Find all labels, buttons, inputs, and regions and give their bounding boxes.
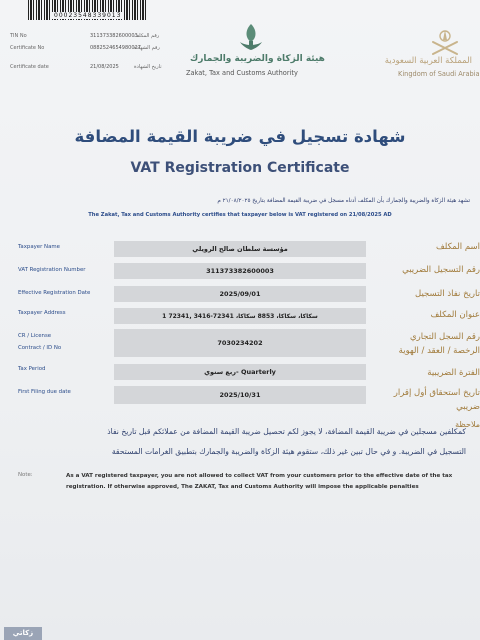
field-row-effective-date [0, 284, 480, 304]
kingdom-name-ar: المملكة العربية السعودية [384, 56, 472, 66]
field-row-cr-license [0, 329, 480, 359]
meta-tin [10, 33, 160, 39]
barcode-number: 00023548339013 [54, 12, 122, 19]
field-value: 7030234202 [114, 329, 366, 357]
meta-cert-date-label: Certificate date [10, 64, 49, 70]
field-value: 311373382600003 [114, 263, 366, 279]
field-label-en: VAT Registration Number [18, 267, 86, 273]
meta-cert-date [10, 64, 162, 70]
zatca-logo-icon [236, 22, 266, 56]
meta-tin-label: TIN No [10, 33, 27, 39]
meta-tin-label-ar: رقم المكلف [134, 33, 160, 39]
meta-cert-date-label-ar: تاريخ الشهادة [134, 64, 162, 70]
field-value: سكاكا، سكاكا، 8853 سكاكا، 72341-3416 ,72341 1 [114, 308, 366, 324]
field-label-ar: رقم التسجيل الضريبي [402, 265, 480, 275]
meta-cert-no-value: 0882524654980027 [90, 45, 141, 51]
field-row-address [0, 306, 480, 326]
field-value: ربع سنوي- Quarterly [114, 364, 366, 380]
title-ar: شهادة تسجيل في ضريبة القيمة المضافة [74, 127, 406, 146]
field-label-ar: عنوان المكلف [430, 310, 480, 320]
field-label-en: Tax Period [18, 366, 46, 372]
field-label-en-2: Contract / ID No [18, 345, 62, 351]
field-value: مؤسسة سلطان صالح الرويلي [114, 241, 366, 257]
field-label-ar: تاريخ استحقاق أول إقرار [393, 388, 480, 398]
meta-cert-date-value: 21/08/2025 [90, 64, 119, 70]
field-label-ar-2: الرخصة / العقد / الهوية [398, 346, 480, 356]
meta-tin-value: 311373382600003 [90, 33, 138, 39]
field-label-en: Taxpayer Name [18, 244, 60, 250]
barcode [28, 0, 146, 20]
title-en: VAT Registration Certificate [130, 160, 350, 176]
field-row-vat-number [0, 261, 480, 281]
note-label-ar: ملاحظة [455, 420, 480, 429]
field-value: 2025/09/01 [114, 286, 366, 302]
field-label-ar: اسم المكلف [435, 242, 480, 252]
field-label-ar: رقم السجل التجاري [409, 332, 480, 342]
footer-badge: زكاتي [4, 627, 42, 640]
note-en: As a VAT registered taxpayer, you are not allowed to collect VAT from your customers prior to the effective date of the tax registration. If otherwise approved, The ZAKAT, Tax and Customs Authority will impose the applicable penalties [66, 473, 453, 490]
field-label-ar: الفترة الضريبية [427, 368, 480, 378]
field-label-en: First Filing due date [18, 389, 71, 395]
field-row-taxpayer-name [0, 239, 480, 259]
field-label-ar: تاريخ نفاذ التسجيل [415, 289, 480, 299]
meta-cert-no-label-ar: رقم الشهادة [134, 45, 160, 51]
meta-cert-no-label: Certificate No [10, 45, 45, 51]
kingdom-name-en: Kingdom of Saudi Arabia [398, 70, 480, 78]
field-label-ar-2: ضريبي [456, 402, 480, 412]
authority-name-ar: هيئة الزكاة والضريبة والجمارك [190, 54, 325, 64]
authority-name-en: Zakat, Tax and Customs Authority [186, 69, 298, 77]
note-ar-line2: التسجيل في الضريبة. و في حال تبين غير ذلك، ستقوم هيئة الزكاة والضريبة والجمارك بتطبيق الغرامات المستحقة [111, 447, 466, 456]
field-value: 2025/10/31 [114, 386, 366, 404]
field-row-first-filing [0, 384, 480, 412]
certification-ar: تشهد هيئة الزكاة والضريبة والجمارك بأن المكلف أدناه مسجل في ضريبة القيمة المضافة بتاريخ ٢١/٠٨/٢٠٢٥ م [217, 198, 470, 204]
field-label-en: Effective Registration Date [18, 290, 91, 296]
meta-cert-no [10, 45, 160, 51]
field-row-tax-period [0, 362, 480, 382]
field-label-en: CR / License [18, 333, 52, 339]
note-label-en: Note: [18, 472, 33, 478]
certification-en: The Zakat, Tax and Customs Authority certifies that taxpayer below is VAT registered on 21/08/2025 AD [88, 212, 392, 218]
field-label-en: Taxpayer Address [18, 310, 66, 316]
note-ar-line1: كمكلفين مسجلين في ضريبة القيمة المضافة، لا يجوز لكم تحصيل ضريبة القيمة المضافة من عملائكم قبل تاريخ نفاذ [107, 427, 466, 436]
